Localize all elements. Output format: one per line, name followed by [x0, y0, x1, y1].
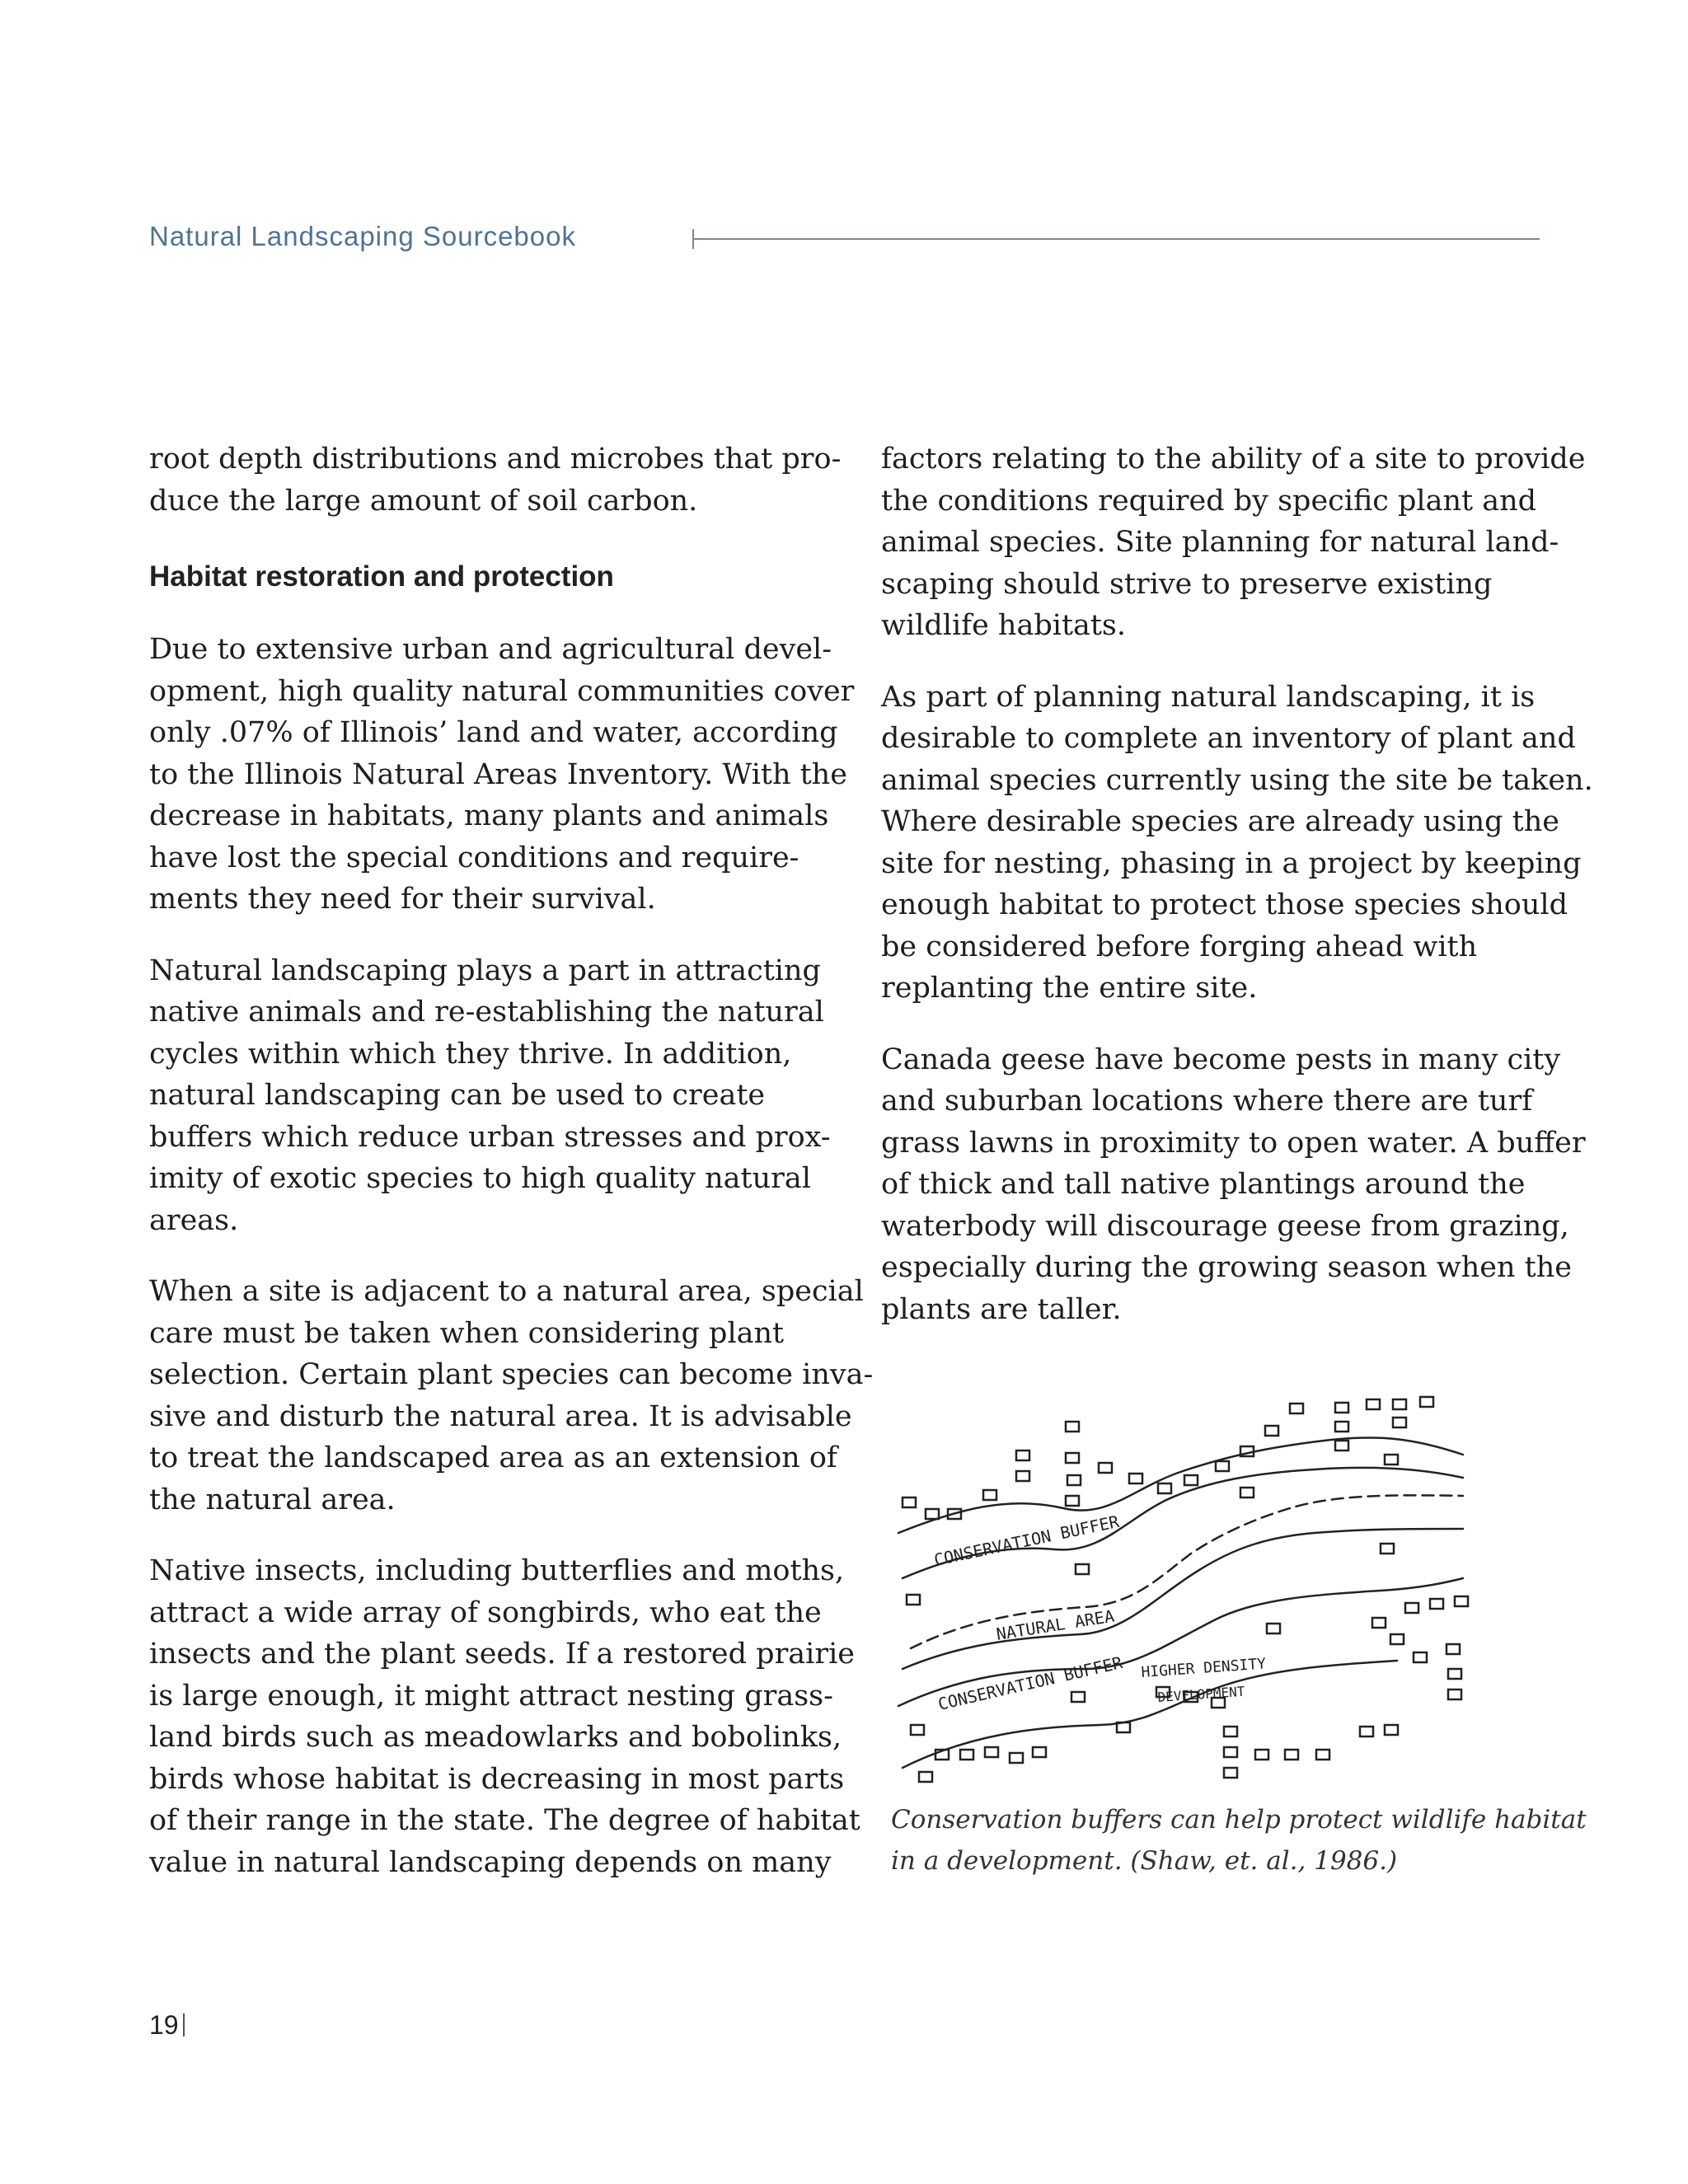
paragraph: [149, 1271, 874, 1521]
house-marker: [1385, 1725, 1398, 1735]
label-conservation-buffer-top: CONSERVATION BUFFER: [932, 1511, 1121, 1570]
text-line: replanting the entire site.: [881, 972, 1258, 1005]
text-line: only .07% of Illinois’ land and water, according: [149, 716, 838, 749]
text-line: to treat the landscaped area as an extension of: [149, 1441, 837, 1474]
text-line: the conditions required by specific plant and: [881, 484, 1537, 518]
house-markers: [903, 1397, 1468, 1782]
text-line: insects and the plant seeds. If a restored prairie: [149, 1638, 855, 1671]
text-line: opment, high quality natural communities cover: [149, 674, 855, 708]
house-marker: [1033, 1747, 1046, 1757]
house-marker: [919, 1772, 932, 1782]
text-line: duce the large amount of soil carbon.: [149, 484, 698, 518]
text-line: decrease in habitats, many plants and animals: [149, 799, 829, 832]
house-marker: [1430, 1599, 1443, 1609]
text-line: cycles within which they thrive. In addition,: [149, 1037, 792, 1071]
house-marker: [1216, 1461, 1229, 1471]
paragraph: [149, 950, 833, 1242]
text-line: Native insects, including butterflies and moths,: [149, 1554, 845, 1587]
text-line: wildlife habitats.: [881, 609, 1127, 642]
text-line: be considered before forging ahead with: [881, 930, 1478, 963]
conservation-buffer-sketch: [886, 1372, 1512, 1801]
house-marker: [983, 1490, 996, 1500]
text-line: and suburban locations where there are turf: [881, 1085, 1533, 1118]
house-marker: [1016, 1471, 1029, 1481]
house-marker: [903, 1497, 916, 1507]
text-line: especially during the growing season when the: [881, 1251, 1573, 1284]
label-development: DEVELOPMENT: [1156, 1683, 1245, 1705]
text-line: sive and disturb the natural area. It is advisable: [149, 1399, 852, 1433]
page-number: 19: [149, 2010, 179, 2040]
house-marker: [1393, 1399, 1406, 1409]
house-marker: [1158, 1483, 1171, 1493]
text-line: factors relating to the ability of a site to provide: [881, 443, 1586, 476]
caption-line: Conservation buffers can help protect wildlife habitat: [891, 1805, 1587, 1835]
house-marker: [1448, 1669, 1461, 1679]
text-line: root depth distributions and microbes that pro-: [149, 443, 842, 476]
house-marker: [1372, 1618, 1386, 1628]
house-marker: [1265, 1426, 1278, 1436]
text-line: birds whose habitat is decreasing in most parts: [149, 1762, 845, 1796]
house-marker: [1360, 1727, 1373, 1736]
paragraph: [149, 1550, 860, 1883]
house-marker: [1381, 1544, 1394, 1554]
text-line: Due to extensive urban and agricultural devel-: [149, 633, 832, 666]
house-marker: [1099, 1463, 1112, 1473]
text-line: enough habitat to protect those species should: [881, 888, 1568, 921]
house-marker: [1184, 1475, 1198, 1485]
text-line: imity of exotic species to high quality natural: [149, 1162, 811, 1195]
house-marker: [907, 1595, 920, 1605]
house-marker: [1076, 1564, 1089, 1574]
text-line: Canada geese have become pests in many city: [881, 1043, 1561, 1076]
house-marker: [1224, 1768, 1237, 1778]
label-higher-density: HIGHER DENSITY: [1140, 1655, 1267, 1681]
text-line: the natural area.: [149, 1483, 396, 1516]
text-line: value in natural landscaping depends on many: [149, 1845, 832, 1879]
natural-area-edge-line: [911, 1495, 1463, 1648]
house-marker: [1390, 1634, 1404, 1644]
buffer-boundary-line: [898, 1437, 1463, 1533]
house-marker: [1455, 1596, 1468, 1606]
text-line: ments they need for their survival.: [149, 883, 656, 916]
text-line: care must be taken when considering plant: [149, 1316, 785, 1350]
text-line: native animals and re-establishing the natural: [149, 996, 824, 1029]
house-marker: [1385, 1455, 1398, 1465]
text-line: animal species currently using the site be taken.: [881, 763, 1593, 797]
text-line: As part of planning natural landscaping, it is: [881, 680, 1536, 714]
house-marker: [1129, 1474, 1142, 1483]
house-marker: [1066, 1422, 1079, 1432]
house-marker: [1335, 1403, 1348, 1413]
house-marker: [1448, 1690, 1461, 1699]
text-line: selection. Certain plant species can become inva-: [149, 1358, 874, 1391]
house-marker: [1335, 1422, 1348, 1432]
text-line: site for nesting, phasing in a project by keeping: [881, 846, 1582, 880]
house-marker: [1255, 1750, 1268, 1760]
buffer-boundary-line: [903, 1468, 1463, 1578]
page-number-rule: [183, 2013, 185, 2036]
text-line: plants are taller.: [881, 1292, 1122, 1326]
text-line: to the Illinois Natural Areas Inventory. With the: [149, 757, 847, 791]
house-marker: [1224, 1747, 1237, 1757]
text-line: desirable to complete an inventory of plant and: [881, 722, 1576, 755]
text-line: attract a wide array of songbirds, who eat the: [149, 1596, 822, 1629]
house-marker: [1010, 1753, 1023, 1763]
house-marker: [1267, 1624, 1280, 1633]
house-marker: [1224, 1727, 1237, 1736]
paragraph: [149, 629, 855, 921]
text-line: areas.: [149, 1203, 239, 1237]
section-heading: Habitat restoration and protection: [149, 560, 614, 593]
text-line: natural landscaping can be used to create: [149, 1079, 766, 1112]
house-marker: [911, 1725, 924, 1735]
text-line: have lost the special conditions and require-: [149, 841, 799, 874]
label-natural-area: NATURAL AREA: [995, 1605, 1116, 1644]
text-line: Natural landscaping plays a part in attracting: [149, 954, 821, 987]
caption-line: in a development. (Shaw, et. al., 1986.): [891, 1846, 1398, 1876]
house-marker: [960, 1750, 973, 1760]
running-header-title: Natural Landscaping Sourcebook: [149, 221, 576, 251]
house-marker: [1067, 1475, 1081, 1485]
house-marker: [1367, 1399, 1380, 1409]
text-line: land birds such as meadowlarks and bobolinks,: [149, 1721, 842, 1754]
text-line: of thick and tall native plantings around the: [881, 1168, 1526, 1201]
house-marker: [1414, 1652, 1427, 1662]
text-line: of their range in the state. The degree of habitat: [149, 1804, 860, 1837]
text-line: grass lawns in proximity to open water. A buffer: [881, 1126, 1586, 1160]
house-marker: [1071, 1692, 1085, 1702]
text-line: scaping should strive to preserve existing: [881, 567, 1493, 601]
right-column: [881, 438, 1593, 1360]
paragraph: [881, 677, 1593, 1010]
house-marker: [1420, 1397, 1433, 1407]
house-marker: [1393, 1418, 1406, 1427]
text-line: Where desirable species are already using the: [881, 805, 1559, 838]
house-marker: [1316, 1750, 1329, 1760]
paragraph: [881, 438, 1586, 647]
paragraph: [881, 1039, 1586, 1331]
house-marker: [1447, 1644, 1460, 1654]
text-line: buffers which reduce urban stresses and prox-: [149, 1120, 831, 1154]
house-marker: [1285, 1750, 1298, 1760]
text-line: is large enough, it might attract nesting grass-: [149, 1679, 833, 1713]
header-rule: [692, 238, 1540, 240]
text-line: animal species. Site planning for natural land-: [881, 526, 1559, 559]
house-marker: [1240, 1488, 1254, 1497]
house-marker: [1335, 1441, 1348, 1451]
figure-caption: [891, 1799, 1587, 1882]
house-marker: [1066, 1496, 1079, 1506]
house-marker: [1290, 1404, 1303, 1413]
house-marker: [1016, 1451, 1029, 1460]
intro-paragraph: [149, 438, 842, 522]
label-conservation-buffer-bottom: CONSERVATION BUFFER: [935, 1652, 1125, 1714]
text-line: When a site is adjacent to a natural area, special: [149, 1275, 864, 1308]
house-marker: [985, 1747, 998, 1757]
text-line: waterbody will discourage geese from grazing,: [881, 1209, 1569, 1243]
left-column: [149, 438, 874, 1913]
house-marker: [1405, 1603, 1418, 1613]
house-marker: [926, 1509, 939, 1519]
house-marker: [1066, 1453, 1079, 1463]
